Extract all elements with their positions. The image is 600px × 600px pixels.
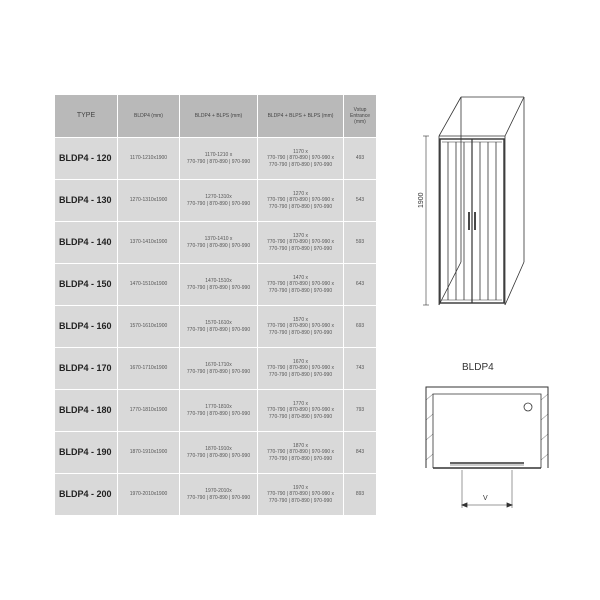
cell-line: 770-790 | 870-890 | 970-990 x	[266, 491, 335, 498]
cell-line: 770-790 | 870-890 | 970-990 x	[266, 407, 335, 414]
cell-type: BLDP4 - 170	[55, 348, 118, 390]
floor-plan-drawing	[426, 387, 548, 508]
cell-line: 770-790 | 870-890 | 970-990	[268, 497, 333, 504]
cell-bldp4: 1870-1910x1900	[118, 432, 180, 474]
entrance-dimension-label: V	[483, 495, 488, 502]
cell-line: 1770 x	[292, 401, 308, 408]
cell-entrance: 493	[344, 138, 377, 180]
cell-type: BLDP4 - 180	[55, 390, 118, 432]
shower-3d-drawing	[423, 97, 524, 305]
cell-bldp4: 1170-1210x1900	[118, 138, 180, 180]
cell-line: 770-790 | 870-890 | 970-990	[186, 452, 251, 459]
cell-line: 770-790 | 870-890 | 970-990	[186, 242, 251, 249]
cell-entrance: 693	[344, 306, 377, 348]
cell-line: 770-790 | 870-890 | 970-990 x	[266, 155, 335, 162]
cell-line: 1670 x	[292, 359, 308, 366]
cell-line: 1470 x	[292, 275, 308, 282]
cell-type: BLDP4 - 150	[55, 264, 118, 306]
cell-bldp4: 1770-1810x1900	[118, 390, 180, 432]
cell-bldp4: 1570-1610x1900	[118, 306, 180, 348]
header-type: TYPE	[55, 95, 118, 138]
cell-entrance: 543	[344, 180, 377, 222]
cell-type: BLDP4 - 120	[55, 138, 118, 180]
cell-line: 1270-1310x	[205, 194, 232, 201]
cell-line: 770-790 | 870-890 | 970-990	[186, 284, 251, 291]
cell-line: 1870-1910x	[205, 446, 232, 453]
model-label: BLDP4	[462, 362, 494, 373]
cell-line: 1470-1510x	[205, 278, 232, 285]
cell-line: 1670-1710x	[205, 362, 232, 369]
cell-line: 770-790 | 870-890 | 970-990	[268, 371, 333, 378]
cell-line: 770-790 | 870-890 | 970-990	[268, 161, 333, 168]
cell-line: 770-790 | 870-890 | 970-990	[186, 200, 251, 207]
cell-type: BLDP4 - 190	[55, 432, 118, 474]
cell-line: 1870 x	[292, 443, 308, 450]
cell-line: 770-790 | 870-890 | 970-990	[186, 326, 251, 333]
header-entrance: Vstup Entrance (mm)	[344, 95, 377, 138]
cell-line: 1170-1210 x	[204, 152, 233, 159]
cell-type: BLDP4 - 140	[55, 222, 118, 264]
cell-entrance: 893	[344, 474, 377, 516]
cell-bldp4: 1470-1510x1900	[118, 264, 180, 306]
height-dimension-label: 1900	[418, 192, 425, 208]
cell-line: 770-790 | 870-890 | 970-990 x	[266, 281, 335, 288]
cell-line: 770-790 | 870-890 | 970-990 x	[266, 197, 335, 204]
cell-line: 1970-2010x	[205, 488, 232, 495]
cell-type: BLDP4 - 160	[55, 306, 118, 348]
cell-line: 1770-1810x	[205, 404, 232, 411]
cell-type: BLDP4 - 130	[55, 180, 118, 222]
cell-type: BLDP4 - 200	[55, 474, 118, 516]
cell-line: 770-790 | 870-890 | 970-990 x	[266, 239, 335, 246]
cell-entrance: 743	[344, 348, 377, 390]
header-bldp4-blps-blps: BLDP4 + BLPS + BLPS (mm)	[258, 95, 344, 138]
cell-line: 770-790 | 870-890 | 970-990	[186, 368, 251, 375]
cell-line: 770-790 | 870-890 | 970-990	[268, 287, 333, 294]
cell-line: 770-790 | 870-890 | 970-990	[268, 329, 333, 336]
cell-entrance: 643	[344, 264, 377, 306]
cell-line: 1970 x	[292, 485, 308, 492]
cell-line: 770-790 | 870-890 | 970-990	[268, 413, 333, 420]
cell-bldp4: 1670-1710x1900	[118, 348, 180, 390]
cell-line: 770-790 | 870-890 | 970-990	[186, 410, 251, 417]
cell-line: 1370 x	[292, 233, 308, 240]
cell-line: 1570-1610x	[205, 320, 232, 327]
cell-line: 770-790 | 870-890 | 970-990 x	[266, 323, 335, 330]
cell-bldp4: 1370-1410x1900	[118, 222, 180, 264]
cell-line: 770-790 | 870-890 | 970-990 x	[266, 449, 335, 456]
cell-line: 770-790 | 870-890 | 970-990	[268, 455, 333, 462]
cell-line: 770-790 | 870-890 | 970-990	[268, 245, 333, 252]
cell-line: 1370-1410 x	[204, 236, 233, 243]
cell-bldp4: 1270-1310x1900	[118, 180, 180, 222]
header-bldp4-blps: BLDP4 + BLPS (mm)	[180, 95, 258, 138]
cell-entrance: 843	[344, 432, 377, 474]
cell-line: 770-790 | 870-890 | 970-990	[268, 203, 333, 210]
cell-line: 770-790 | 870-890 | 970-990	[186, 158, 251, 165]
cell-line: 770-790 | 870-890 | 970-990	[186, 494, 251, 501]
cell-line: 1570 x	[292, 317, 308, 324]
cell-bldp4: 1970-2010x1900	[118, 474, 180, 516]
cell-line: 1270 x	[292, 191, 308, 198]
cell-line: 1170 x	[293, 149, 308, 156]
cell-entrance: 593	[344, 222, 377, 264]
header-bldp4: BLDP4 (mm)	[118, 95, 180, 138]
cell-entrance: 793	[344, 390, 377, 432]
cell-line: 770-790 | 870-890 | 970-990 x	[266, 365, 335, 372]
